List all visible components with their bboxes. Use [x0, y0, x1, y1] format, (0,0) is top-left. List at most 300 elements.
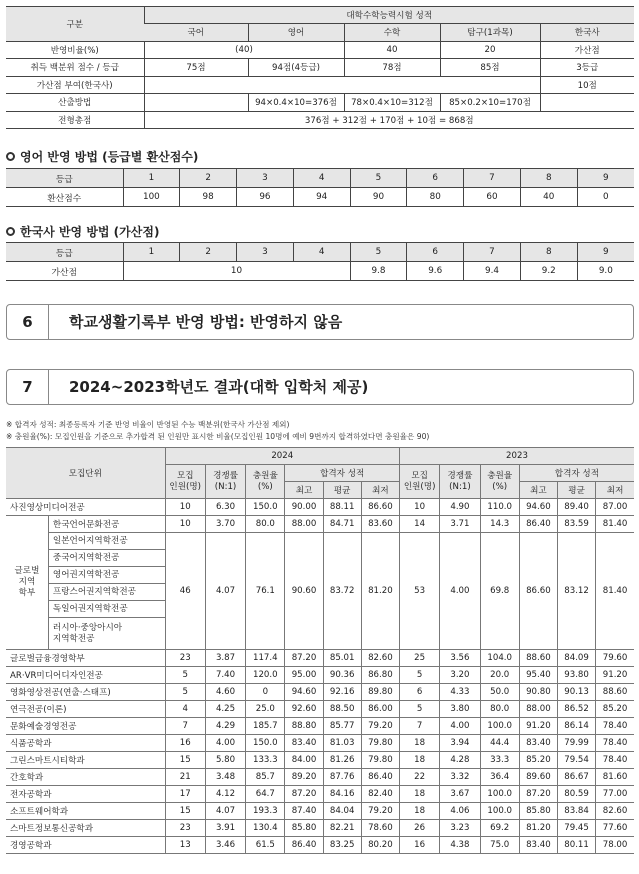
- value-cell: 150.0: [246, 735, 285, 752]
- value-cell: 83.40: [519, 837, 557, 854]
- value-cell: 3.87: [205, 650, 245, 667]
- col-recruit: 모집 인원(명): [165, 465, 205, 499]
- table-row: [6, 650, 634, 667]
- table-row: [6, 735, 634, 752]
- value-cell: 90.13: [557, 684, 595, 701]
- value-cell: 193.3: [246, 803, 285, 820]
- value-cell: 14: [399, 516, 439, 533]
- value-cell: 75.0: [480, 837, 519, 854]
- bonus-cell: 9.0: [577, 262, 634, 281]
- value-cell: 84.16: [323, 786, 361, 803]
- value-cell: 53: [399, 533, 439, 650]
- grade-cell: 7: [464, 243, 521, 262]
- value-cell: 85.01: [323, 650, 361, 667]
- value-cell: 86.40: [361, 769, 399, 786]
- value-cell: 86.60: [361, 499, 399, 516]
- value-cell: 86.00: [361, 701, 399, 718]
- value-cell: 4.29: [205, 718, 245, 735]
- value-cell: 3.70: [205, 516, 245, 533]
- value-cell: 89.40: [557, 499, 595, 516]
- section-7-box: [6, 369, 634, 405]
- value-cell: 83.25: [323, 837, 361, 854]
- value-cell: 91.20: [519, 718, 557, 735]
- value-cell: 86.40: [285, 837, 323, 854]
- value-cell: 3.46: [205, 837, 245, 854]
- value-cell: 89.80: [361, 684, 399, 701]
- value-cell: 83.84: [557, 803, 595, 820]
- score-cell: 94: [293, 188, 350, 207]
- value-cell: 3.94: [440, 735, 480, 752]
- value-cell: 79.20: [361, 803, 399, 820]
- value-cell: 93.80: [557, 667, 595, 684]
- grade-cell: 6: [407, 243, 464, 262]
- value-cell: 130.4: [246, 820, 285, 837]
- col-scores: 합격자 성적: [285, 465, 400, 482]
- value-cell: 85.80: [519, 803, 557, 820]
- value-cell: 69.2: [480, 820, 519, 837]
- value-cell: 3.91: [205, 820, 245, 837]
- unit-name: 그린스마트시티학과: [6, 752, 165, 769]
- table-row: [6, 718, 634, 735]
- value-cell: 61.5: [246, 837, 285, 854]
- value-cell: 82.21: [323, 820, 361, 837]
- value-cell: 50.0: [480, 684, 519, 701]
- value-cell: 33.3: [480, 752, 519, 769]
- col-max: 최고: [519, 482, 557, 499]
- value-cell: 92.60: [285, 701, 323, 718]
- value-cell: 64.7: [246, 786, 285, 803]
- cell: 75점: [144, 59, 248, 77]
- value-cell: 18: [399, 752, 439, 769]
- value-cell: 14.3: [480, 516, 519, 533]
- value-cell: 10: [165, 516, 205, 533]
- value-cell: 5: [165, 667, 205, 684]
- cell: 78×0.4×10=312점: [344, 94, 440, 112]
- value-cell: 81.26: [323, 752, 361, 769]
- circle-bullet-icon: [6, 152, 15, 161]
- score-cell: 40: [520, 188, 577, 207]
- value-cell: 88.00: [519, 701, 557, 718]
- value-cell: 3.20: [440, 667, 480, 684]
- value-cell: 84.04: [323, 803, 361, 820]
- cell: 3등급: [540, 59, 634, 77]
- table-row: [6, 499, 634, 516]
- value-cell: 4.06: [440, 803, 480, 820]
- year-header: 2023: [399, 448, 634, 465]
- value-cell: 104.0: [480, 650, 519, 667]
- value-cell: 88.60: [519, 650, 557, 667]
- value-cell: 4.60: [205, 684, 245, 701]
- value-cell: 80.0: [480, 701, 519, 718]
- col-min: 최저: [361, 482, 399, 499]
- value-cell: 90.60: [285, 533, 323, 650]
- value-cell: 16: [165, 735, 205, 752]
- value-cell: 3.56: [440, 650, 480, 667]
- grade-cell: 8: [520, 243, 577, 262]
- value-cell: 100.0: [480, 803, 519, 820]
- col-scores: 합격자 성적: [519, 465, 634, 482]
- value-cell: 21: [165, 769, 205, 786]
- grade-cell: 4: [293, 243, 350, 262]
- value-cell: 23: [165, 820, 205, 837]
- value-cell: 88.80: [285, 718, 323, 735]
- unit-name: 문화예술경영전공: [6, 718, 165, 735]
- value-cell: 79.80: [361, 752, 399, 769]
- value-cell: 7.40: [205, 667, 245, 684]
- value-cell: 85.77: [323, 718, 361, 735]
- score-cell: 0: [577, 188, 634, 207]
- value-cell: 100.0: [480, 718, 519, 735]
- note-line: ※ 합격자 성적: 최종등록자 기준 반영 비율이 반영된 수능 백분위(한국사 가산점 제외): [6, 420, 290, 429]
- value-cell: 94.60: [519, 499, 557, 516]
- row-label: 가산점 부여(한국사): [6, 76, 144, 94]
- value-cell: 4.07: [205, 803, 245, 820]
- value-cell: 17: [165, 786, 205, 803]
- value-cell: 78.00: [596, 837, 634, 854]
- value-cell: 83.40: [285, 735, 323, 752]
- col-recruit: 모집 인원(명): [399, 465, 439, 499]
- grade-cell: 1: [123, 169, 180, 188]
- grade-cell: 6: [407, 169, 464, 188]
- bonus-cell: 9.8: [350, 262, 407, 281]
- grade-header: 등급: [6, 243, 123, 262]
- value-cell: 4.28: [440, 752, 480, 769]
- value-cell: 25.0: [246, 701, 285, 718]
- row-label: 전형총점: [6, 111, 144, 129]
- value-cell: 85.20: [519, 752, 557, 769]
- value-cell: 133.3: [246, 752, 285, 769]
- value-cell: 86.14: [557, 718, 595, 735]
- value-cell: 77.00: [596, 786, 634, 803]
- major-name: 러시아·중앙아시아 지역학전공: [48, 618, 165, 650]
- value-cell: 86.67: [557, 769, 595, 786]
- table-row: [6, 752, 634, 769]
- section-number: 7: [7, 370, 49, 404]
- value-cell: 88.11: [323, 499, 361, 516]
- circle-bullet-icon: [6, 227, 15, 236]
- value-cell: 5: [399, 667, 439, 684]
- value-cell: 6: [399, 684, 439, 701]
- section-title: 2024~2023학년도 결과(대학 입학처 제공): [69, 378, 369, 396]
- grade-cell: 1: [123, 243, 180, 262]
- value-cell: 79.99: [557, 735, 595, 752]
- value-cell: 86.52: [557, 701, 595, 718]
- value-cell: 80.20: [361, 837, 399, 854]
- value-cell: 88.00: [285, 516, 323, 533]
- table-row: [6, 667, 634, 684]
- table-row: [6, 701, 634, 718]
- col-competition: 경쟁률 (N:1): [440, 465, 480, 499]
- section-number: 6: [7, 305, 49, 339]
- value-cell: 46: [165, 533, 205, 650]
- value-cell: 90.00: [285, 499, 323, 516]
- value-cell: 79.54: [557, 752, 595, 769]
- value-cell: 4.33: [440, 684, 480, 701]
- value-cell: 89.20: [285, 769, 323, 786]
- value-cell: 10: [165, 499, 205, 516]
- value-cell: 81.60: [596, 769, 634, 786]
- value-cell: 90.36: [323, 667, 361, 684]
- value-cell: 10: [399, 499, 439, 516]
- value-cell: 81.40: [596, 533, 634, 650]
- subject-math: 수학: [344, 24, 440, 42]
- value-cell: 23: [165, 650, 205, 667]
- bonus-cell: 9.4: [464, 262, 521, 281]
- unit-name: 글로벌금융경영학부: [6, 650, 165, 667]
- grade-cell: 9: [577, 169, 634, 188]
- value-cell: 4.90: [440, 499, 480, 516]
- table-row: [6, 684, 634, 701]
- value-cell: 4: [165, 701, 205, 718]
- score-cell: 100: [123, 188, 180, 207]
- cell: 85점: [440, 59, 540, 77]
- table-row: [6, 786, 634, 803]
- value-cell: 91.20: [596, 667, 634, 684]
- bonus-label: 가산점: [6, 262, 123, 281]
- cell: 10점: [540, 76, 634, 94]
- cell: 94점(4등급): [248, 59, 344, 77]
- value-cell: 36.4: [480, 769, 519, 786]
- history-heading: [6, 223, 159, 240]
- cell: 78점: [344, 59, 440, 77]
- value-cell: 79.45: [557, 820, 595, 837]
- bonus-cell: 9.6: [407, 262, 464, 281]
- unit-name: AR·VR미디어디자인전공: [6, 667, 165, 684]
- value-cell: 69.8: [480, 533, 519, 650]
- col-max: 최고: [285, 482, 323, 499]
- value-cell: 4.00: [440, 718, 480, 735]
- cell-empty: [144, 76, 540, 94]
- value-cell: 88.60: [596, 684, 634, 701]
- table-row: [6, 516, 634, 533]
- value-cell: 7: [165, 718, 205, 735]
- value-cell: 22: [399, 769, 439, 786]
- value-cell: 83.40: [519, 735, 557, 752]
- grade-cell: 9: [577, 243, 634, 262]
- history-grade-table: [6, 242, 634, 281]
- value-cell: 86.60: [519, 533, 557, 650]
- value-cell: 83.59: [557, 516, 595, 533]
- unit-name: 영화영상전공(연출·스태프): [6, 684, 165, 701]
- value-cell: 81.40: [596, 516, 634, 533]
- value-cell: 3.23: [440, 820, 480, 837]
- unit-name: 연극전공(이론): [6, 701, 165, 718]
- value-cell: 92.16: [323, 684, 361, 701]
- value-cell: 90.80: [519, 684, 557, 701]
- value-cell: 83.60: [361, 516, 399, 533]
- value-cell: 25: [399, 650, 439, 667]
- col-avg: 평균: [557, 482, 595, 499]
- unit-name: 스마트정보통신공학과: [6, 820, 165, 837]
- value-cell: 87.00: [596, 499, 634, 516]
- cell: 가산점: [540, 41, 634, 59]
- grade-cell: 3: [237, 169, 294, 188]
- value-cell: 95.40: [519, 667, 557, 684]
- unit-name: 사진영상미디어전공: [6, 499, 165, 516]
- value-cell: 78.60: [361, 820, 399, 837]
- value-cell: 150.0: [246, 499, 285, 516]
- value-cell: 4.12: [205, 786, 245, 803]
- value-cell: 82.60: [596, 803, 634, 820]
- grade-cell: 2: [180, 243, 237, 262]
- value-cell: 86.80: [361, 667, 399, 684]
- header-csat: 대학수학능력시험 성적: [144, 7, 634, 24]
- value-cell: 4.00: [440, 533, 480, 650]
- unit-name: 식품공학과: [6, 735, 165, 752]
- value-cell: 117.4: [246, 650, 285, 667]
- value-cell: 80.0: [246, 516, 285, 533]
- value-cell: 6.30: [205, 499, 245, 516]
- cell: 40: [344, 41, 440, 59]
- col-min: 최저: [596, 482, 634, 499]
- col-avg: 평균: [323, 482, 361, 499]
- value-cell: 79.20: [361, 718, 399, 735]
- value-cell: 3.67: [440, 786, 480, 803]
- value-cell: 94.60: [285, 684, 323, 701]
- value-cell: 13: [165, 837, 205, 854]
- col-fill-rate: 충원율 (%): [246, 465, 285, 499]
- english-heading: [6, 148, 198, 165]
- unit-name: 간호학과: [6, 769, 165, 786]
- value-cell: 20.0: [480, 667, 519, 684]
- unit-name: 소프트웨어학과: [6, 803, 165, 820]
- row-label: 산출방법: [6, 94, 144, 112]
- value-cell: 18: [399, 786, 439, 803]
- score-cell: 90: [350, 188, 407, 207]
- value-cell: 3.48: [205, 769, 245, 786]
- major-name: 영어권지역학전공: [48, 567, 165, 584]
- cell: (40): [144, 41, 344, 59]
- value-cell: 16: [399, 837, 439, 854]
- value-cell: 15: [165, 803, 205, 820]
- subject-inquiry: 탐구(1과목): [440, 24, 540, 42]
- value-cell: 89.60: [519, 769, 557, 786]
- grade-cell: 5: [350, 169, 407, 188]
- grade-cell: 7: [464, 169, 521, 188]
- value-cell: 79.60: [596, 650, 634, 667]
- value-cell: 44.4: [480, 735, 519, 752]
- grade-cell: 3: [237, 243, 294, 262]
- subject-english: 영어: [248, 24, 344, 42]
- value-cell: 78.40: [596, 752, 634, 769]
- subject-history: 한국사: [540, 24, 634, 42]
- subject-korean: 국어: [144, 24, 248, 42]
- section-6-box: [6, 304, 634, 340]
- value-cell: 80.11: [557, 837, 595, 854]
- value-cell: 82.60: [361, 650, 399, 667]
- cell: 94×0.4×10=376점: [248, 94, 344, 112]
- bonus-merged: 10: [123, 262, 350, 281]
- value-cell: 81.20: [519, 820, 557, 837]
- value-cell: 81.03: [323, 735, 361, 752]
- value-cell: 100.0: [480, 786, 519, 803]
- table-row: [6, 837, 634, 854]
- english-grade-table: [6, 168, 634, 207]
- value-cell: 185.7: [246, 718, 285, 735]
- value-cell: 77.60: [596, 820, 634, 837]
- major-name: 프랑스어권지역학전공: [48, 584, 165, 601]
- value-cell: 18: [399, 803, 439, 820]
- value-cell: 18: [399, 735, 439, 752]
- table-row: [6, 803, 634, 820]
- table-row: [6, 533, 634, 550]
- value-cell: 87.20: [285, 786, 323, 803]
- value-cell: 84.09: [557, 650, 595, 667]
- value-cell: 83.12: [557, 533, 595, 650]
- header-gubun: 구분: [6, 7, 144, 42]
- year-header: 2024: [165, 448, 399, 465]
- value-cell: 5: [165, 684, 205, 701]
- value-cell: 4.38: [440, 837, 480, 854]
- grade-cell: 2: [180, 169, 237, 188]
- value-cell: 4.00: [205, 735, 245, 752]
- unit-header: 모집단위: [6, 448, 165, 499]
- bonus-cell: 9.2: [520, 262, 577, 281]
- score-label: 환산점수: [6, 188, 123, 207]
- value-cell: 87.76: [323, 769, 361, 786]
- value-cell: 86.40: [519, 516, 557, 533]
- major-name: 중국어지역학전공: [48, 550, 165, 567]
- cell-empty: [144, 94, 248, 112]
- table-row: [6, 769, 634, 786]
- unit-name: 전자공학과: [6, 786, 165, 803]
- score-cell: 60: [464, 188, 521, 207]
- group-label: 글로벌 지역 학부: [6, 516, 48, 650]
- value-cell: 95.00: [285, 667, 323, 684]
- major-name: 독일어권지역학전공: [48, 601, 165, 618]
- value-cell: 83.72: [323, 533, 361, 650]
- value-cell: 82.40: [361, 786, 399, 803]
- cell: 376점 + 312점 + 170점 + 10점 = 868점: [144, 111, 634, 129]
- section-title: 학교생활기록부 반영 방법: 반영하지 않음: [69, 313, 343, 331]
- value-cell: 0: [246, 684, 285, 701]
- score-calc-table: [6, 6, 634, 129]
- value-cell: 3.32: [440, 769, 480, 786]
- history-heading-text: 한국사 반영 방법 (가산점): [20, 225, 160, 239]
- unit-name: 경영공학과: [6, 837, 165, 854]
- col-fill-rate: 충원율 (%): [480, 465, 519, 499]
- value-cell: 78.40: [596, 735, 634, 752]
- value-cell: 79.80: [361, 735, 399, 752]
- value-cell: 5: [399, 701, 439, 718]
- col-competition: 경쟁률 (N:1): [205, 465, 245, 499]
- cell: 20: [440, 41, 540, 59]
- value-cell: 26: [399, 820, 439, 837]
- value-cell: 15: [165, 752, 205, 769]
- unit-name: 한국언어문화전공: [48, 516, 165, 533]
- grade-cell: 5: [350, 243, 407, 262]
- row-label: 취득 백분위 점수 / 등급: [6, 59, 144, 77]
- english-heading-text: 영어 반영 방법 (등급별 환산점수): [20, 150, 199, 164]
- value-cell: 76.1: [246, 533, 285, 650]
- value-cell: 4.25: [205, 701, 245, 718]
- grade-cell: 8: [520, 169, 577, 188]
- score-cell: 98: [180, 188, 237, 207]
- cell-empty: [540, 94, 634, 112]
- value-cell: 84.71: [323, 516, 361, 533]
- value-cell: 3.71: [440, 516, 480, 533]
- score-cell: 96: [237, 188, 294, 207]
- grade-cell: 4: [293, 169, 350, 188]
- value-cell: 7: [399, 718, 439, 735]
- cell: 85×0.2×10=170점: [440, 94, 540, 112]
- major-name: 일본언어지역학전공: [48, 533, 165, 550]
- value-cell: 5.80: [205, 752, 245, 769]
- value-cell: 88.50: [323, 701, 361, 718]
- value-cell: 80.59: [557, 786, 595, 803]
- grade-header: 등급: [6, 169, 123, 188]
- results-table: [6, 447, 634, 854]
